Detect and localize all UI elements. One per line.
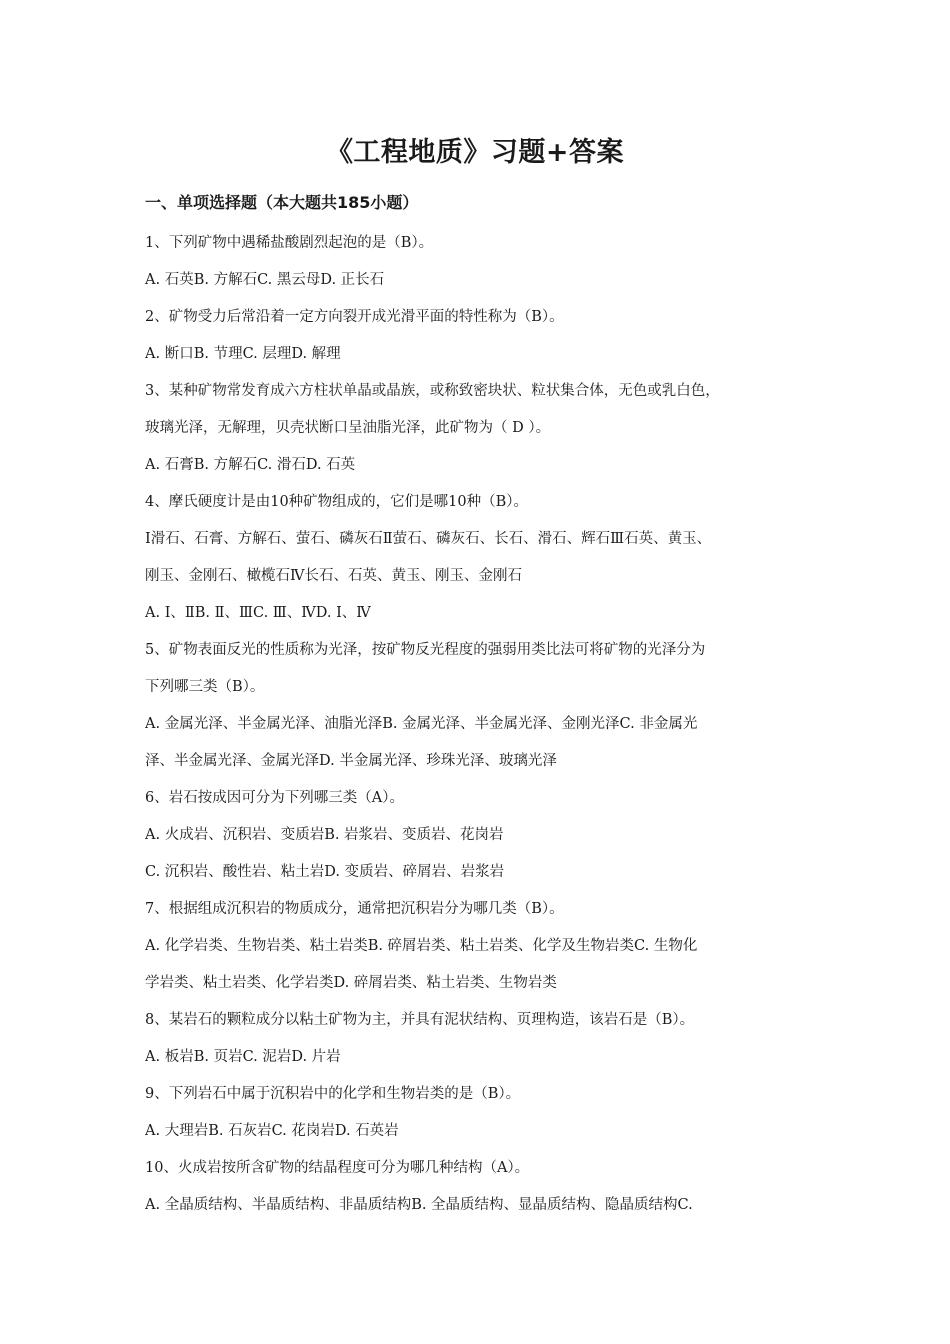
text-line: 8、某岩石的颗粒成分以粘土矿物为主，并具有泥状结构、页理构造，该岩石是（B）。 [145, 1012, 695, 1028]
text-line: A. 板岩B. 页岩C. 泥岩D. 片岩 [145, 1049, 341, 1065]
text-line: A. 全晶质结构、半晶质结构、非晶质结构B. 全晶质结构、显晶质结构、隐晶质结构C. [145, 1197, 693, 1213]
text-line: A. 化学岩类、生物岩类、粘土岩类B. 碎屑岩类、粘土岩类、化学及生物岩类C. 生物化 [145, 938, 698, 954]
text-line: 1、下列矿物中遇稀盐酸剧烈起泡的是（B）。 [145, 235, 434, 251]
document-title: 《工程地质》习题+答案 [325, 137, 625, 168]
text-line: A. 石膏B. 方解石C. 滑石D. 石英 [145, 457, 356, 473]
text-line: A. 火成岩、沉积岩、变质岩B. 岩浆岩、变质岩、花岗岩 [145, 827, 504, 843]
text-line: 刚玉、金刚石、橄榄石Ⅳ长石、石英、黄玉、刚玉、金刚石 [145, 568, 522, 584]
text-line: 7、根据组成沉积岩的物质成分，通常把沉积岩分为哪几类（B）。 [145, 901, 564, 917]
text-line: C. 沉积岩、酸性岩、粘土岩D. 变质岩、碎屑岩、岩浆岩 [145, 864, 505, 880]
text-line: 6、岩石按成因可分为下列哪三类（A）。 [145, 790, 404, 806]
text-line: 泽、半金属光泽、金属光泽D. 半金属光泽、珍珠光泽、玻璃光泽 [145, 753, 557, 769]
text-line: 4、摩氏硬度计是由10种矿物组成的，它们是哪10种（B）。 [145, 494, 529, 510]
text-line: 玻璃光泽，无解理，贝壳状断口呈油脂光泽，此矿物为（ D ）。 [145, 420, 551, 436]
text-line: 9、下列岩石中属于沉积岩中的化学和生物岩类的是（B）。 [145, 1086, 521, 1102]
text-line: 学岩类、粘土岩类、化学岩类D. 碎屑岩类、粘土岩类、生物岩类 [145, 975, 557, 991]
text-line: 5、矿物表面反光的性质称为光泽，按矿物反光程度的强弱用类比法可将矿物的光泽分为 [145, 642, 706, 658]
text-line: A. 断口B. 节理C. 层理D. 解理 [145, 346, 341, 362]
text-line: A. Ⅰ、ⅡB. Ⅱ、ⅢC. Ⅲ、ⅣD. Ⅰ、Ⅳ [145, 605, 371, 621]
section-heading: 一、单项选择题（本大题共185小题） [145, 193, 419, 212]
text-line: A. 石英B. 方解石C. 黑云母D. 正长石 [145, 272, 385, 288]
text-line: 下列哪三类（B）。 [145, 679, 265, 695]
text-line: A. 大理岩B. 石灰岩C. 花岗岩D. 石英岩 [145, 1123, 399, 1139]
text-line: Ⅰ滑石、石膏、方解石、萤石、磷灰石Ⅱ萤石、磷灰石、长石、滑石、辉石Ⅲ石英、黄玉、 [145, 531, 712, 547]
text-line: A. 金属光泽、半金属光泽、油脂光泽B. 金属光泽、半金属光泽、金刚光泽C. 非金属光 [145, 716, 698, 732]
document-body [145, 225, 813, 1224]
text-line: 3、某种矿物常发育成六方柱状单晶或晶族，或称致密块状、粒状集合体，无色或乳白色， [145, 383, 720, 399]
text-line: 2、矿物受力后常沿着一定方向裂开成光滑平面的特性称为（B）。 [145, 309, 564, 325]
text-line: 10、火成岩按所含矿物的结晶程度可分为哪几种结构（A）。 [145, 1160, 530, 1176]
